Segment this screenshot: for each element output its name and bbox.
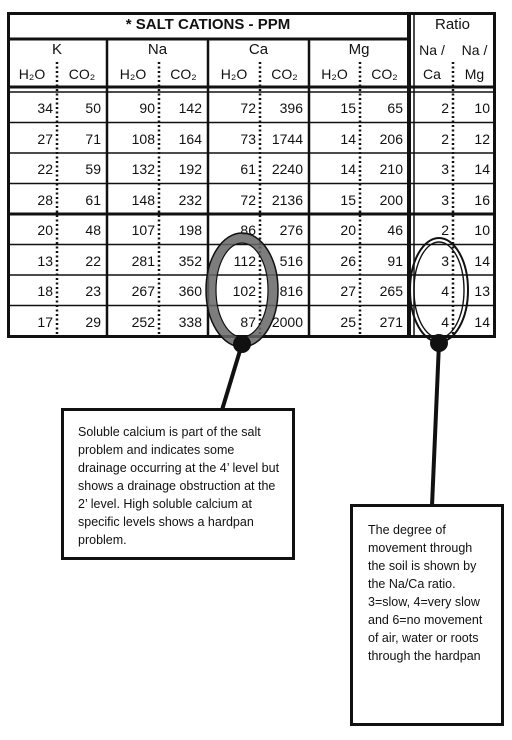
calcium-callout-text: Soluble calcium is part of the salt problem and indicates some drainage occurring at the 4’ level but shows a drainage obstruction at the 2’ level. High soluble calcium at specific levels shows a hardpan problem. — [78, 425, 280, 547]
ratio-header-namg-top: Na / — [461, 42, 488, 58]
table-cell-r0-c6: 15 — [340, 100, 356, 116]
table-cell-r3-c9: 16 — [474, 191, 490, 208]
table-cell-r4-c3: 198 — [178, 222, 202, 238]
table-cell-r6-c0: 18 — [37, 283, 53, 299]
group-header-0: K — [51, 41, 62, 58]
table-cell-r4-c9: 10 — [474, 222, 490, 238]
ratio-header-naca-bottom: Ca — [423, 66, 441, 82]
table-cell-r7-c8: 4 — [441, 313, 449, 330]
table-cell-r0-c5: 396 — [279, 100, 303, 116]
table-cell-r1-c4: 73 — [240, 130, 256, 147]
salt-cations-table — [7, 12, 496, 338]
table-cell-r5-c1: 22 — [85, 252, 101, 269]
table-cell-r1-c3: 164 — [178, 130, 202, 147]
table-cell-r2-c3: 192 — [178, 161, 202, 177]
table-cell-r3-c7: 200 — [379, 191, 403, 208]
table-cell-r3-c3: 232 — [178, 191, 202, 208]
table-cell-r2-c2: 132 — [131, 161, 155, 177]
table-cell-r3-c8: 3 — [441, 191, 449, 208]
sub-header-h2o-0: H₂O — [18, 66, 46, 82]
table-cell-r5-c6: 26 — [340, 252, 356, 269]
ratio-title: Ratio — [434, 16, 471, 33]
table-cell-r4-c7: 46 — [387, 222, 403, 238]
table-cell-r7-c6: 25 — [340, 313, 356, 330]
table-cell-r2-c4: 61 — [240, 161, 256, 177]
table-cell-r5-c8: 3 — [441, 252, 449, 269]
table-cell-r6-c8: 4 — [441, 283, 449, 299]
table-cell-r6-c1: 23 — [85, 283, 101, 299]
table-cell-r5-c2: 281 — [131, 252, 155, 269]
table-cell-r6-c3: 360 — [178, 283, 202, 299]
table-cell-r0-c9: 10 — [474, 100, 490, 116]
table-cell-r1-c5: 1744 — [271, 130, 303, 147]
table-cell-r7-c0: 17 — [37, 313, 53, 330]
table-cell-r3-c6: 15 — [340, 191, 356, 208]
table-cell-r6-c2: 267 — [131, 283, 155, 299]
table-cell-r4-c5: 276 — [279, 222, 303, 238]
table-cell-r2-c9: 14 — [474, 161, 490, 177]
calcium-callout-box — [61, 408, 295, 560]
ratio-header-naca-top: Na / — [419, 42, 445, 58]
sub-header-h2o-1: H₂O — [119, 66, 147, 82]
table-cell-r2-c1: 59 — [85, 161, 101, 177]
table-cell-r5-c4: 112 — [233, 252, 256, 269]
table-cell-r0-c7: 65 — [387, 100, 403, 116]
ratio-callout-text: The degree of movement through the soil is shown by the Na/Ca ratio. 3=slow, 4=very slow and 6=no movement of air, water or roots through the hardpan — [368, 523, 483, 663]
table-cell-r7-c4: 87 — [240, 313, 256, 330]
table-cell-r4-c0: 20 — [37, 222, 53, 238]
table-cell-r6-c4: 102 — [232, 283, 256, 299]
calcium-pointer-line — [222, 344, 242, 410]
table-cell-r6-c6: 27 — [340, 283, 356, 299]
table-cell-r3-c2: 148 — [131, 191, 155, 208]
table-cell-r1-c7: 206 — [379, 130, 403, 147]
table-cell-r7-c2: 252 — [131, 313, 155, 330]
table-cell-r6-c5: 816 — [279, 283, 303, 299]
table-cell-r5-c5: 516 — [279, 252, 303, 269]
sub-header-h2o-3: H₂O — [321, 66, 348, 82]
ratio-header-namg-bottom: Mg — [464, 66, 485, 82]
table-title: * SALT CATIONS - PPM — [125, 16, 291, 33]
table-cell-r5-c3: 352 — [178, 252, 202, 269]
sub-header-co2-2: CO₂ — [271, 66, 298, 82]
table-cell-r2-c6: 14 — [340, 161, 356, 177]
table-cell-r6-c7: 265 — [379, 283, 403, 299]
table-cell-r1-c1: 71 — [85, 130, 101, 147]
table-cell-r2-c7: 210 — [379, 161, 403, 177]
table-cell-r3-c4: 72 — [240, 191, 256, 208]
table-cell-r4-c1: 48 — [85, 222, 101, 238]
table-cell-r0-c1: 50 — [85, 100, 101, 116]
table-cell-r3-c0: 28 — [37, 191, 53, 208]
table-cell-r5-c0: 13 — [37, 252, 53, 269]
table-cell-r0-c0: 34 — [37, 100, 53, 116]
table-cell-r4-c8: 2 — [441, 222, 449, 238]
table-cell-r7-c7: 271 — [379, 313, 403, 330]
table-cell-r7-c3: 338 — [178, 313, 202, 330]
table-cell-r5-c7: 91 — [387, 252, 403, 269]
group-header-3: Mg — [348, 41, 370, 58]
ratio-pointer-line — [432, 343, 439, 506]
sub-header-co2-0: CO₂ — [68, 66, 96, 82]
table-cell-r2-c5: 2240 — [271, 161, 303, 177]
ratio-callout-box — [350, 504, 504, 726]
table-cell-r3-c5: 2136 — [271, 191, 303, 208]
table-cell-r1-c9: 12 — [474, 130, 490, 147]
table-cell-r5-c9: 14 — [474, 252, 490, 269]
table-cell-r7-c1: 29 — [85, 313, 101, 330]
table-cell-r2-c0: 22 — [37, 161, 53, 177]
table-cell-r0-c3: 142 — [178, 100, 202, 116]
sub-header-co2-3: CO₂ — [371, 66, 398, 82]
table-cell-r1-c6: 14 — [340, 130, 356, 147]
group-header-2: Ca — [248, 41, 269, 58]
table-cell-r2-c8: 3 — [441, 161, 449, 177]
sub-header-co2-1: CO₂ — [170, 66, 197, 82]
table-cell-r1-c8: 2 — [441, 130, 449, 147]
table-cell-r3-c1: 61 — [85, 191, 101, 208]
group-header-1: Na — [147, 41, 168, 58]
table-cell-r7-c5: 2000 — [271, 313, 303, 330]
table-cell-r4-c6: 20 — [340, 222, 356, 238]
table-cell-r0-c2: 90 — [139, 100, 155, 116]
table-cell-r4-c2: 107 — [131, 222, 155, 238]
table-cell-r6-c9: 13 — [474, 283, 490, 299]
table-cell-r1-c0: 27 — [37, 130, 53, 147]
table-cell-r0-c8: 2 — [441, 100, 449, 116]
table-cell-r4-c4: 86 — [240, 222, 256, 238]
sub-header-h2o-2: H₂O — [220, 66, 248, 82]
table-cell-r0-c4: 72 — [240, 100, 256, 116]
table-cell-r7-c9: 14 — [474, 313, 490, 330]
table-cell-r1-c2: 108 — [131, 130, 155, 147]
